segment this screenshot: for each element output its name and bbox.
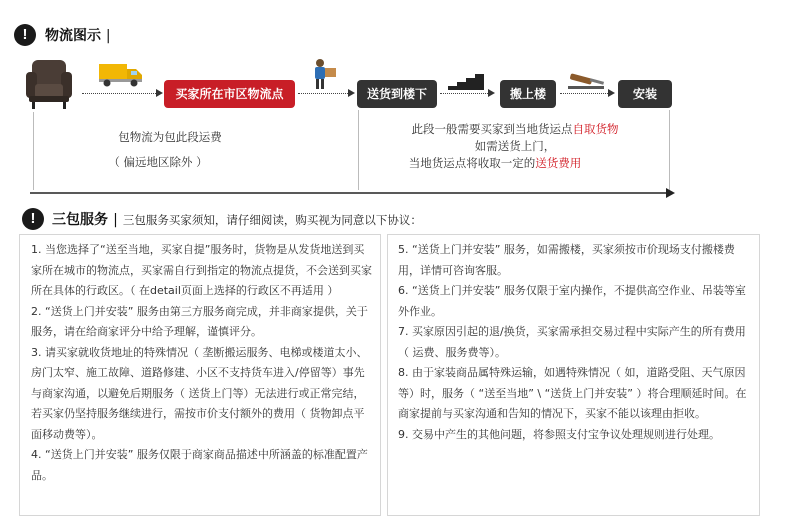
flow-arrow	[488, 89, 495, 97]
guarantee-title-bar: |	[113, 212, 118, 228]
guarantee-header	[52, 209, 422, 229]
terms-item	[398, 240, 751, 281]
armchair-icon	[24, 58, 74, 110]
terms-item	[31, 240, 372, 302]
flow-connector	[440, 93, 490, 94]
terms-item	[31, 445, 372, 486]
flow-arrow	[608, 89, 615, 97]
right-note-line-2: 如需送货上门，	[474, 139, 556, 153]
guarantee-title: 三包服务	[52, 212, 108, 228]
left-note-line-1: 包物流为包此段运费	[118, 130, 222, 144]
terms-item	[398, 363, 751, 425]
flow-connector	[298, 93, 350, 94]
guarantee-subtitle: 三包服务买家须知，请仔细阅读，购买视为同意以下协议：	[122, 213, 422, 227]
right-note-line-3-highlight: 送货费用	[535, 156, 582, 170]
terms-item-text: 1. 当您选择了“送至当地，买家自提”服务时，货物是从发货地送到买家所在城市的物流点，买家需自行到指定的物流点提货，不会送到买家所在具体的行政区。（ 在detail页面上选择的行政区不再适用 ）	[31, 243, 372, 297]
stage-carry-upstairs: 搬上楼	[500, 80, 556, 108]
exclamation-icon: !	[14, 24, 36, 46]
terms-item-text: 2. “送货上门并安装” 服务由第三方服务商完成，并非商家提供，关于服务，请在给商家评分中给予理解，谨慎评分。	[31, 304, 368, 338]
flow-divider	[669, 110, 670, 190]
dolly-icon	[566, 72, 606, 92]
right-note-line-1-text: 此段一般需要买家到当地货运点	[411, 122, 573, 136]
timeline-arrow	[30, 184, 675, 196]
exclamation-icon: !	[22, 208, 44, 230]
terms-item	[398, 322, 751, 363]
right-note-line-3-text: 当地货运点将收取一定的	[408, 156, 536, 170]
stage-deliver-downstairs: 送货到楼下	[357, 80, 437, 108]
flow-arrow	[156, 89, 163, 97]
delivery-truck-icon	[98, 62, 144, 88]
terms-item	[398, 281, 751, 322]
stage-city-logistics-point: 买家所在市区物流点	[164, 80, 295, 108]
terms-item	[398, 425, 751, 446]
terms-left-panel	[19, 234, 381, 516]
terms-item-text: 4. “送货上门并安装” 服务仅限于商家商品描述中所涵盖的标准配置产品。	[31, 448, 368, 482]
flow-divider	[358, 110, 359, 190]
flow-connector	[560, 93, 610, 94]
stage-install: 安装	[618, 80, 672, 108]
terms-item-text: 7. 买家原因引起的退/换货，买家需承担交易过程中实际产生的所有费用（ 运费、服务费等）。	[398, 325, 746, 359]
flow-divider	[33, 112, 34, 190]
terms-item-text: 6. “送货上门并安装” 服务仅限于室内操作，不提供高空作业、吊装等室外作业。	[398, 284, 746, 318]
flow-arrow	[348, 89, 355, 97]
flow-connector	[82, 93, 158, 94]
courier-icon	[312, 58, 338, 90]
stairs-icon	[448, 72, 484, 90]
terms-item-text: 5. “送货上门并安装” 服务，如需搬楼，买家须按市价现场支付搬楼费用，详情可咨询客服。	[398, 243, 735, 277]
terms-item	[31, 302, 372, 343]
right-note-line-1	[380, 121, 650, 137]
terms-item-text: 3. 请买家就收货地址的特殊情况（ 垄断搬运服务、电梯或楼道太小、房门太窄、施工故障、道路修建、小区不支持货车进入/停留等）事先与商家沟通，以避免后期服务（ 送货上门等）无法进行或正常完结，若买家仍坚持服务继续进行，需按市价支付额外的费用（ 货物卸点平面移动费等）。	[31, 345, 368, 441]
terms-item-text: 8. 由于家装商品属特殊运输，如遇特殊情况（ 如，道路受阻、天气原因等）时，服务（ “送至当地” \ “送货上门并安装” ）将合理顺延时间。在商家提前与买家沟通和告知的情况下，买家不能以该理由拒收。	[398, 366, 747, 420]
terms-right-panel	[387, 234, 760, 516]
right-note-line-1-highlight: 自取货物	[572, 122, 619, 136]
right-note-line-3	[380, 155, 610, 171]
terms-item	[31, 343, 372, 446]
left-note-line-2: （ 偏远地区除外 ）	[108, 155, 208, 169]
terms-item-text: 9. 交易中产生的其他问题，将参照支付宝争议处理规则进行处理。	[398, 427, 720, 441]
logistics-title-bar: |	[105, 28, 111, 44]
logistics-title	[45, 25, 111, 45]
logistics-title-text: 物流图示	[45, 28, 101, 44]
